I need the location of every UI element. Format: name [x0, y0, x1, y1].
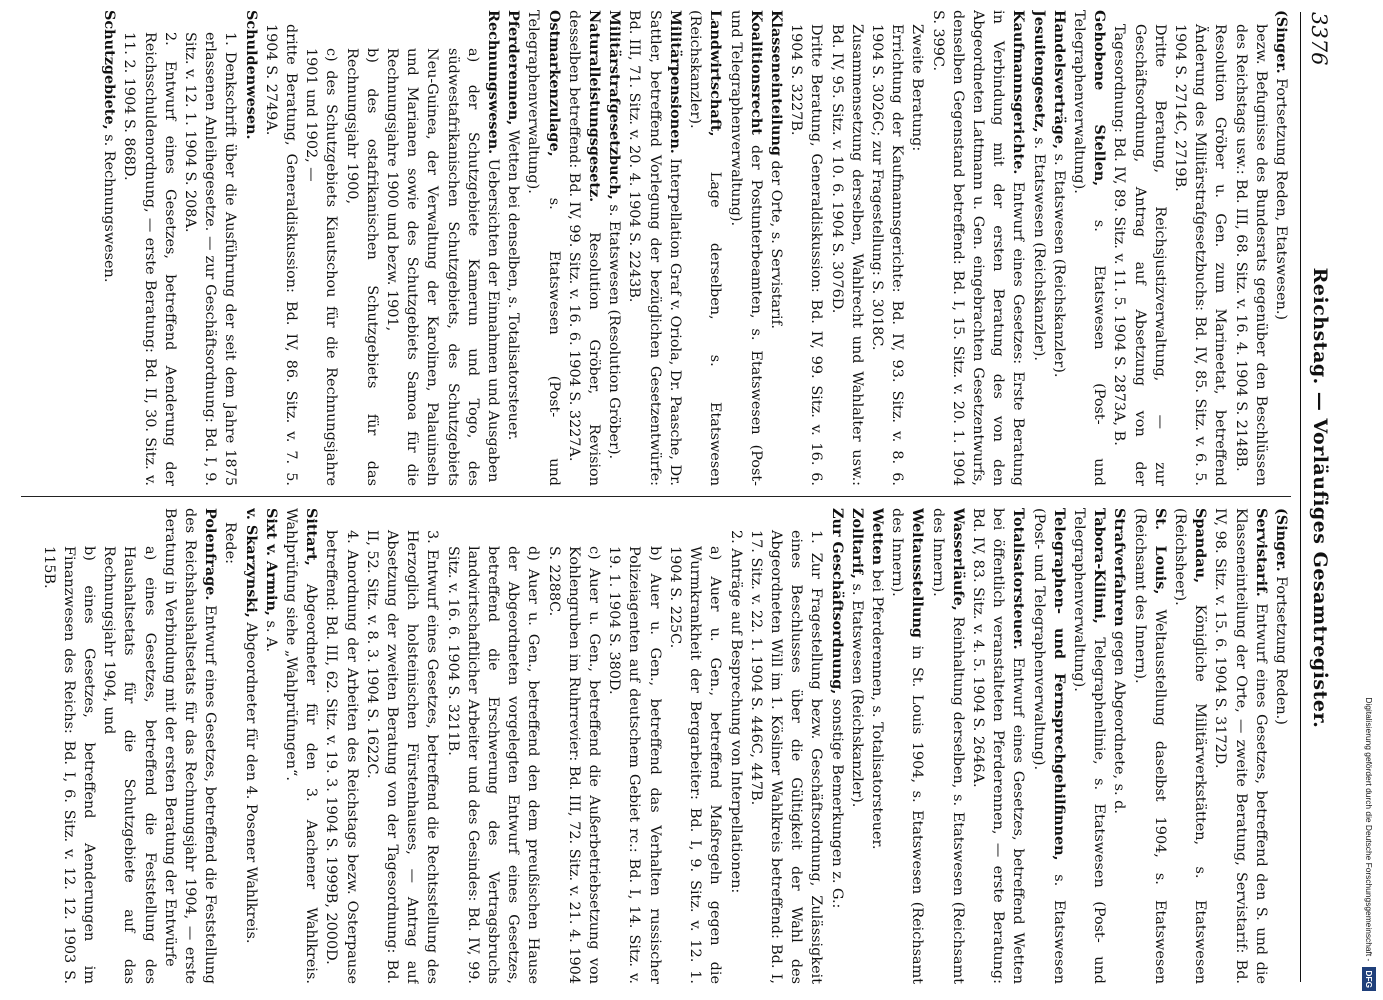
left-column [11, 10, 1291, 486]
register-entry [160, 508, 221, 984]
entry-text: Uebersichten der Einnahmen und Ausgaben [485, 158, 502, 483]
entry-heading: Polenfrage. [202, 508, 220, 601]
register-entry [442, 508, 543, 984]
entry-text: Entwurf eines Gesetzes, betreffend Wetten bei öffentlich veranstalteten Pferderennen, — erste Beratung: Bd. IV, 83. Sitz. v. 4. 5. 1904 S. 2646A. [969, 508, 1027, 984]
entry-text: Reinhaltung derselben, s. Etatswesen (Reichsamt des Innern). [929, 508, 966, 984]
entry-text: gegen Abgeordnete, s. d. [1111, 631, 1128, 814]
entry-heading: Strafverfahren [1111, 508, 1129, 627]
entry-text: 3. Entwurf eines Gesetzes, betreffend die Rechtsstellung des Herzoglich holsteinischen Fürstenhauses, — Antrag auf Absetzung der zweiten Beratung von der Tagesordnung: Bd. II, 52. Sitz. v. 8. 3. 1904 S. 1622C. [363, 530, 441, 984]
entry-text: Zweite Beratung: [909, 24, 926, 152]
register-entry [301, 10, 341, 486]
entry-text: in St. Louis 1904, s. Etatswesen (Reichsamt des Innern). [889, 508, 926, 984]
entry-text: b) eines Gesetzes, betreffend Aenderungen im Finanzwesen des Reichs: Bd. I, 6. Sitz. v. 12. 12. 1903 S. 115B. [40, 546, 98, 984]
page-number: 3376 [1307, 12, 1331, 66]
register-entry [725, 508, 745, 984]
register-entry [867, 10, 907, 486]
entry-text: a) der Schutzgebiete Kamerun und Togo, des südwestafrikanischen Schutzgebiets, des Schutzgebiets Neu-Guinea, der Verwaltung der Karolinen, Palauinseln und Marianen sowie des Schutzgebiets Samoa für die Rechnungsjahre 1900 und bezw. 1901, [384, 48, 481, 486]
entry-text: Weltausstellung daselbst 1904, s. Etatswesen (Reichsamt des Innern). [1131, 508, 1168, 984]
register-entry [907, 10, 927, 486]
entry-text: Resolution Gröber, Revision desselben betreffend: Bd. IV, 99. Sitz. v. 16. 6. 1904 S. 3227A. [565, 10, 603, 486]
page-header [1301, 12, 1337, 984]
entry-text: b) des ostafrikanischen Schutzgebiets für das Rechnungsjahr 1900, [343, 48, 380, 486]
register-entry [1028, 10, 1048, 486]
entry-text: s. A. [262, 620, 279, 653]
register-entry [281, 508, 321, 984]
register-entry [1049, 10, 1069, 486]
entry-heading: Spandau, [1192, 508, 1210, 584]
register-entry [38, 508, 99, 984]
register-entry [1109, 508, 1129, 984]
entry-heading: Wasserläufe, [949, 508, 967, 611]
entry-text: Fortsetzung Reden, Etatswesen.) [1273, 78, 1289, 321]
entry-text: b) Auer u. Gen., betreffend das Verhalten russischer Polizeiagenten auf deutschem Gebiet rc.: Bd. I, 14. Sitz. v. 19. 1. 1904 S. 380D. [606, 546, 663, 984]
register-entry [927, 10, 1028, 486]
entry-heading: Zolltarif, [848, 508, 866, 579]
entry-text: c) des Schutzgebiets Kiautschou für die Rechnungsjahre 1901 und 1902, — [303, 48, 340, 486]
entry-text: Lage derselben, s. Etatswesen (Reichskanzler). [687, 10, 724, 486]
register-entry [826, 10, 866, 486]
running-head: Reichstag. — Vorläufiges Gesamtregister. [1309, 267, 1331, 729]
register-entry [362, 508, 443, 984]
entry-text: d) Auer u. Gen., betreffend den dem preußischen Hause der Abgeordneten vorgelegten Entwurf eines Gesetzes, betreffend die Erschwerung des Vertragsbruchs landwirtschaftlicher Arbeiter und des Gesindes: Bd. IV, 99. Sitz. v. 16. 6. 1904 S. 3211B. [444, 546, 542, 984]
entry-text: s. Etatswesen (Post- und Telegraphenverwaltung). [1070, 10, 1108, 486]
entry-text: 2. Anträge auf Besprechung von Interpellationen: [727, 530, 744, 894]
register-entry [927, 508, 967, 984]
entry-text: Rede: [222, 522, 239, 564]
register-entry [867, 508, 887, 984]
entry-heading: Ostmarkenzulage, [545, 10, 563, 157]
register-entry [1210, 508, 1271, 984]
register-entry [1129, 508, 1169, 984]
entry-text: 1. Denkschrift über die Ausführung der seit dem Jahre 1875 erlassenen Anleihegesetze. — zur Geschäftsordnung: Bd. I, 9. Sitz. v. 12. 1. 1904 S. 208A. [182, 32, 239, 486]
entry-text: Wetten bei denselben, s. Totalisatorsteuer. [505, 129, 522, 441]
register-entry [604, 10, 624, 486]
entry-heading: Schuldenwesen. [242, 10, 260, 140]
register-entry [1271, 10, 1291, 486]
entry-text: 1. Zur Fragestellung bezw. Geschäftsordnung, Zulässigkeit eines Beschlusses über die Gültigkeit der Wahl des Abgeordneten Will im 1. Kösliner Wahlkreis betreffend: Bd. I, 17. Sitz. v. 22. 1. 1904 S. 446C, 447B. [747, 530, 825, 984]
entry-heading: Servistarif. [1252, 508, 1270, 597]
register-entry [968, 508, 1029, 984]
digitization-text: Digitalisierung gefördert durch die Deutsche Forschungsgemeinschaft - [1364, 697, 1374, 962]
register-entry [1109, 10, 1170, 486]
entry-text: a) eines Gesetzes, betreffend die Feststellung des Haushaltsetats für die Schutzgebiete auf das Rechnungsjahr 1904, und [101, 546, 158, 984]
entry-text: Dritte Beratung, Generaldiskussion: Bd. IV, 99. Sitz. v. 16. 6. 1904 S. 3227B. [788, 24, 825, 486]
entry-text: s. Etatswesen (Reichskanzler). [1030, 137, 1047, 361]
register-entry [826, 508, 846, 984]
register-entry [887, 508, 927, 984]
entry-text: Resolution Gröber u. Gen. zum Marineetat, betreffend Änderung des Militärstrafgesetzbuchs: Bd. IV, 85. Sitz. v. 6. 5. 1904 S. 2714C, 2719B. [1171, 24, 1229, 486]
header-rule [1300, 12, 1301, 982]
register-entry [240, 10, 260, 486]
register-entry [483, 10, 503, 486]
register-entry [341, 10, 381, 486]
right-column [11, 508, 1291, 984]
entry-heading: Jesuitengesetz, [1030, 10, 1048, 133]
register-entry [1271, 508, 1291, 984]
entry-text: s. Rechnungswesen. [101, 134, 118, 283]
register-entry [786, 10, 826, 486]
entry-text: Fortsetzung Reden.) [1273, 576, 1289, 725]
entry-text: Telegraphenlinie, s. Etatswesen (Post- und Telegraphenverwaltung). [1070, 508, 1108, 984]
entry-text: Dritte Beratung, Reichsjustizverwaltung, — zur Geschäftsordnung, Antrag auf Absetzung von der Tagesordnung: Bd. IV, 89. Sitz. v. 11. 5. 1904 S. 2873A, B. [1111, 24, 1168, 486]
entry-text: Errichtung der Kaufmannsgerichte: Bd. IV, 93. Sitz. v. 8. 6. 1904 S. 3026C; zur Fragestellung: S. 3018C. [868, 24, 906, 486]
entry-text: dritte Beratung, Generaldiskussion: Bd. IV, 86. Sitz. v. 7. 5. 1904 S. 2749A. [262, 24, 300, 486]
entry-text: s. Etatswesen (Resolution Gröber). [606, 204, 623, 460]
register-entry [564, 10, 604, 486]
register-entry [604, 508, 665, 984]
entry-heading: Zur Geschäftsordnung, [828, 508, 846, 695]
entry-heading: (Singer. [1273, 10, 1290, 74]
entry-text: sonstige Bemerkungen z. G.: [828, 698, 845, 909]
entry-heading: Klasseneinteilung [767, 10, 785, 156]
entry-text: bezw. Befugnisse des Bundesrats gegenüber den Beschlüssen des Reichstags usw.: Bd. III, 68. Sitz. v. 16. 4. 1904 S. 2148B. [1232, 24, 1269, 486]
entry-text: a) Auer u. Gen., betreffend Maßregeln gegen die Wurmkrankheit der Bergarbeiter: Bd. I, 9. Sitz. v. 12. 1. 1904 S. 225C. [666, 546, 724, 984]
register-entry [523, 10, 563, 486]
entry-heading: Kaufmannsgerichte. [1010, 10, 1028, 175]
register-entry [261, 508, 281, 984]
entry-heading: v. Skarzynski, [242, 508, 260, 618]
register-entry [119, 10, 180, 486]
entry-heading: Telegraphen- und Fernsprechgehilfinnen, [1050, 508, 1068, 861]
register-entry [382, 10, 483, 486]
entry-text: Zusammensetzung derselben, Wahlrecht und Wahlalter usw.: Bd. IV, 95. Sitz. v. 10. 6. 1904 S. 3076D. [828, 24, 865, 486]
entry-text: s. Etatswesen (Post- und Telegraphenverwaltung). [525, 10, 562, 486]
register-entry [99, 10, 119, 486]
entry-text: Königliche Militärwerkstätten, s. Etatswesen (Reichsheer). [1171, 508, 1209, 984]
register-entry [180, 10, 241, 486]
entry-heading: St. Louis, [1151, 508, 1169, 595]
entry-text: Abgeordneter für den 3. Aachener Wahlkreis. Wahlprüfung siehe „Wahlprüfungen“. [283, 508, 320, 984]
entry-heading: Schutzgebiete, [101, 10, 119, 130]
entry-text: der Orte, s. Servistarif. [767, 160, 784, 329]
entry-heading: Koalitionsrecht [747, 10, 765, 135]
register-entry [240, 508, 260, 984]
entry-text: Abgeordneter für den 4. Posener Wahlkreis. [242, 622, 259, 944]
entry-text: c) Auer u. Gen., betreffend die Außerbetriebsetzung von Kohlengruben im Ruhrrevier: Bd. III, 72. Sitz. v. 21. 4. 1904 S. 2288C. [545, 546, 603, 984]
entry-text: 2. Entwurf eines Gesetzes, betreffend Aenderung der Reichsschuldenordnung, — erste Beratung: Bd. II, 30. Sitz. v. 11. 2. 1904 S. 868D. [121, 32, 178, 486]
register-entry [1170, 508, 1210, 984]
entry-text: bei Pferderennen, s. Totalisatorsteuer. [868, 569, 885, 850]
register-entry [261, 10, 301, 486]
entry-text: Entwurf eines Gesetzes, betreffend die Feststellung des Reichshaushaltsetats für das Rechnungsjahr 1904, — erste Beratung in Verbindung mit der ersten Beratung der Entwürfe [161, 508, 219, 984]
register-entry [1069, 10, 1109, 486]
entry-heading: Handelsverträge, [1050, 10, 1068, 150]
entry-text: s. Etatswesen (Reichskanzler). [1050, 153, 1067, 378]
entry-heading: Totalisatorsteuer. [1010, 508, 1028, 650]
entry-heading: Pferderennen, [505, 10, 523, 126]
register-entry [1170, 10, 1231, 486]
register-entry [1230, 10, 1270, 486]
entry-heading: Militärstrafgesetzbuch, [606, 10, 624, 200]
entry-heading: (Singer. [1273, 508, 1290, 572]
entry-heading: Landwirtschaft, [707, 10, 725, 137]
digitization-text-wrap [1360, 6, 1376, 991]
register-entry [99, 508, 160, 984]
register-entry [766, 10, 786, 486]
entry-text: Entwurf eines Gesetzes, betreffend den S. und die Klasseneinteilung der Orte, — zweite Beratung, Servistarif: Bd. IV, 98. Sitz. v. 15. 6. 1904 S. 3172D. [1212, 508, 1269, 984]
entry-heading: Wetten [868, 508, 886, 566]
register-entry [685, 10, 725, 486]
entry-text: der Postunterbeamten, s. Etatswesen (Post- und Telegraphenverwaltung). [727, 10, 764, 486]
entry-heading: Naturalleistungsgesetz. [586, 10, 604, 203]
entry-text: Interpellation Graf v. Oriola, Dr. Paasche, Dr. Sattler, betreffend Vorlegung der bezüglichen Gesetzentwürfe: Bd. III, 71. Sitz. v. 20. 4. 1904 S. 2243B. [626, 10, 683, 486]
register-entry [220, 508, 240, 984]
register-entry [503, 10, 523, 486]
register-entry [543, 508, 604, 984]
entry-text: 4. Anordnung der Arbeiten des Reichstags bezw. Osterpause betreffend: Bd. III, 62. Sitz. v. 19. 3. 1904 S. 1999B, 2000D. [323, 530, 360, 984]
digitization-note [1362, 6, 1378, 991]
register-entry [1028, 508, 1068, 984]
register-entry [665, 508, 726, 984]
register-entry [725, 10, 765, 486]
entry-text: Entwurf eines Gesetzes: Erste Beratung in Verbindung mit der ersten Beratung des von den Abgeordneten Lattmann u. Gen. eingebrachten Gesetzentwurfs, denselben Gegenstand betreffend: Bd. I, 15. Sitz. v. 20. 1. 1904 S. 399C. [929, 10, 1027, 486]
column-divider [21, 496, 1291, 497]
register-entry [746, 508, 827, 984]
entry-heading: Sittart, [303, 508, 321, 566]
register-entry [624, 10, 685, 486]
entry-heading: Weltausstellung [909, 508, 927, 638]
entry-heading: Militärpensionen. [666, 10, 684, 154]
register-entry [847, 508, 867, 984]
entry-heading: Sixt v. Armin, [262, 508, 280, 616]
entry-text: s. Etatswesen (Post- und Telegraphenverwaltung). [1030, 508, 1067, 984]
entry-text: s. Etatswesen (Reichskanzler). [848, 583, 865, 808]
register-entry [321, 508, 361, 984]
register-entry [1069, 508, 1109, 984]
entry-heading: Gehobene Stellen, [1091, 10, 1109, 187]
entry-heading: Rechnungswesen. [485, 10, 503, 155]
entry-heading: Tabora-Kilimi, [1091, 508, 1109, 624]
dfg-badge: DFG [1362, 967, 1376, 991]
